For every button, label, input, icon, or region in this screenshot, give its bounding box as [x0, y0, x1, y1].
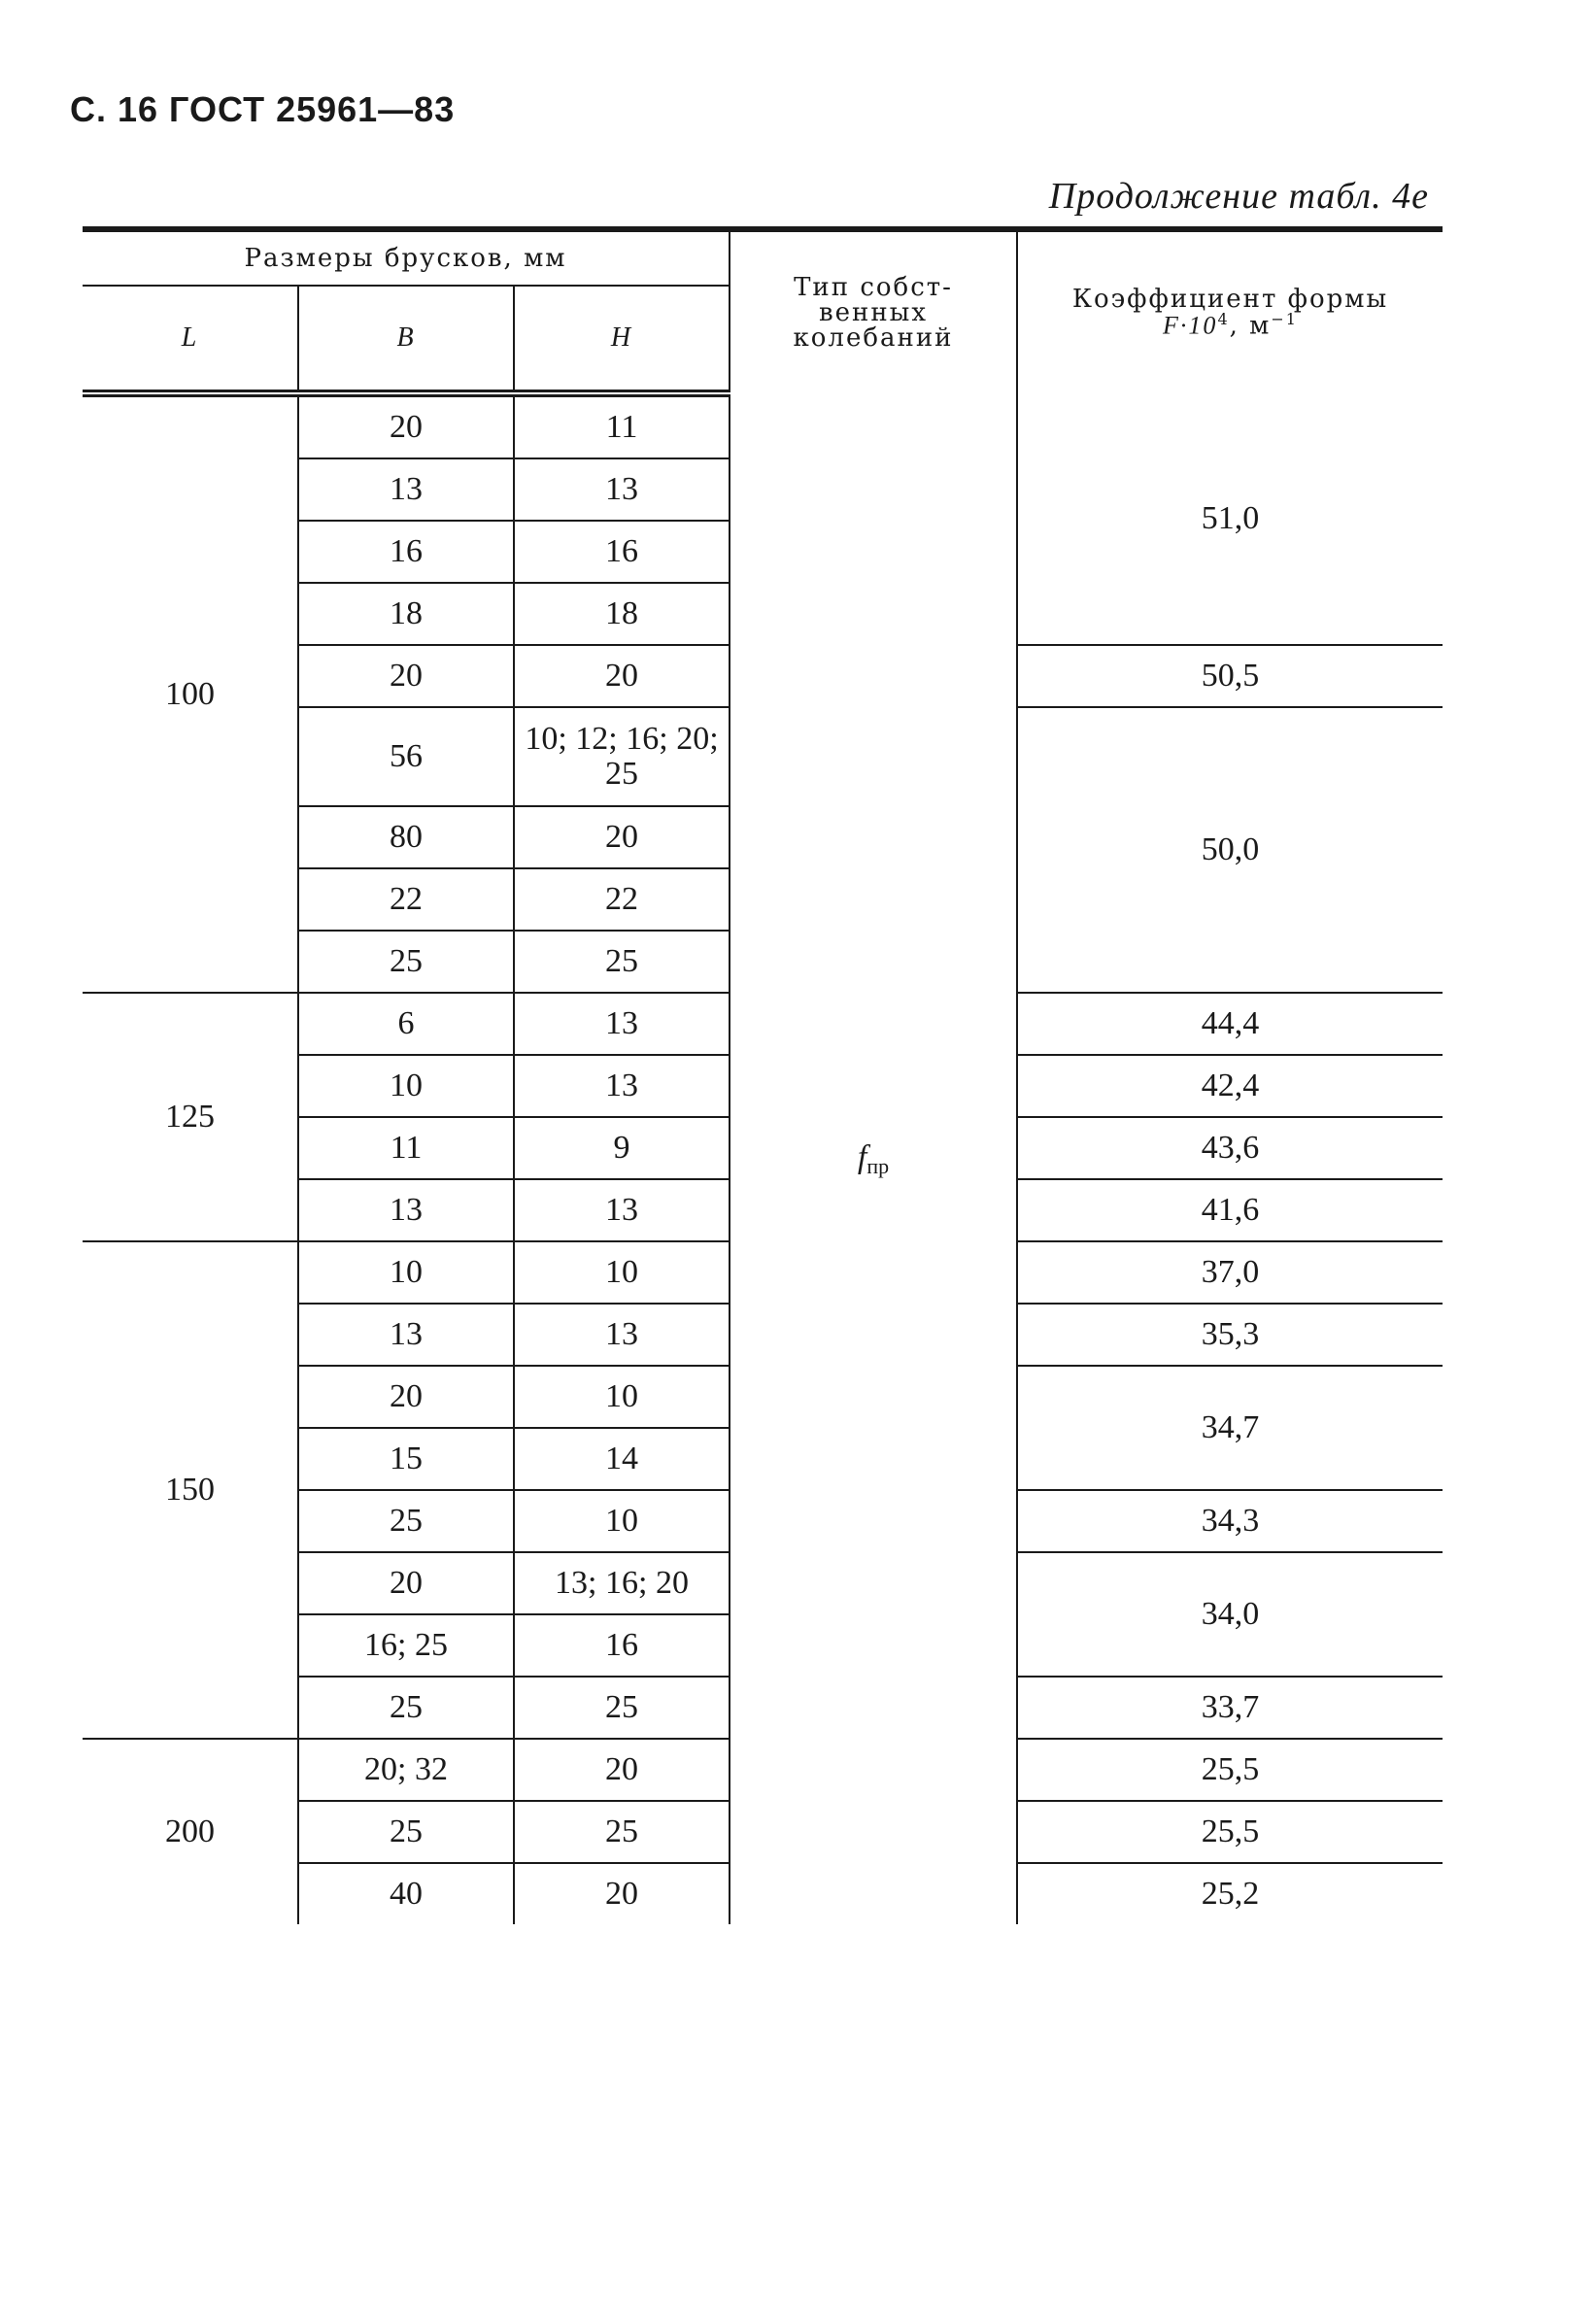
cell-b: 13 [298, 1304, 514, 1366]
cell-b: 20; 32 [298, 1739, 514, 1801]
coef-formula-unit-exponent: −1 [1271, 310, 1298, 329]
table-row [83, 393, 1443, 458]
type-header-line: венных [818, 298, 929, 327]
cell-b: 22 [298, 868, 514, 931]
vibration-type-symbol: f [857, 1138, 867, 1175]
cell-b: 20 [298, 393, 514, 458]
table-continuation-caption: Продолжение табл. 4е [1048, 176, 1429, 217]
cell-h: 20 [514, 1739, 730, 1801]
cell-b: 18 [298, 583, 514, 645]
cell-coef: 50,0 [1017, 707, 1443, 993]
cell-h: 22 [514, 868, 730, 931]
cell-b: 20 [298, 645, 514, 707]
cell-b: 20 [298, 1552, 514, 1614]
cell-h: 20 [514, 806, 730, 868]
cell-h: 20 [514, 1863, 730, 1924]
cell-coef: 33,7 [1017, 1677, 1443, 1739]
cell-b: 15 [298, 1428, 514, 1490]
cell-b: 16 [298, 521, 514, 583]
cell-h: 18 [514, 583, 730, 645]
column-header-h: H [514, 286, 730, 393]
cell-h: 25 [514, 1677, 730, 1739]
coef-formula-exponent: 4 [1217, 310, 1230, 329]
cell-h: 20 [514, 645, 730, 707]
column-header-b: B [298, 286, 514, 393]
cell-h: 16 [514, 521, 730, 583]
cell-h: 13 [514, 993, 730, 1055]
cell-h: 16 [514, 1614, 730, 1677]
cell-l: 100 [83, 393, 298, 993]
cell-h: 10 [514, 1366, 730, 1428]
cell-h: 11 [514, 393, 730, 458]
cell-h: 10 [514, 1241, 730, 1304]
coef-header-formula [1018, 312, 1443, 339]
cell-b: 56 [298, 707, 514, 806]
cell-coef: 25,5 [1017, 1739, 1443, 1801]
data-table [83, 226, 1443, 1924]
column-header-vibration-type [730, 229, 1017, 393]
vibration-type-subscript: пр [866, 1153, 890, 1178]
cell-b: 13 [298, 458, 514, 521]
cell-coef: 25,2 [1017, 1863, 1443, 1924]
cell-h: 9 [514, 1117, 730, 1179]
cell-h: 10 [514, 1490, 730, 1552]
cell-h: 13 [514, 1055, 730, 1117]
cell-coef: 35,3 [1017, 1304, 1443, 1366]
cell-coef: 41,6 [1017, 1179, 1443, 1241]
cell-b: 25 [298, 1677, 514, 1739]
type-header-line: Тип собст- [794, 273, 953, 302]
column-header-shape-coefficient [1017, 229, 1443, 393]
cell-coef: 50,5 [1017, 645, 1443, 707]
cell-vibration-type [730, 393, 1017, 1924]
page-reference: С. 16 ГОСТ 25961—83 [70, 89, 456, 129]
cell-coef: 44,4 [1017, 993, 1443, 1055]
cell-h: 25 [514, 1801, 730, 1863]
cell-b: 20 [298, 1366, 514, 1428]
cell-h: 13 [514, 1179, 730, 1241]
cell-b: 40 [298, 1863, 514, 1924]
cell-b: 16; 25 [298, 1614, 514, 1677]
cell-coef: 43,6 [1017, 1117, 1443, 1179]
cell-b: 6 [298, 993, 514, 1055]
cell-b: 25 [298, 1490, 514, 1552]
cell-h: 13 [514, 458, 730, 521]
cell-coef: 34,0 [1017, 1552, 1443, 1677]
cell-coef: 42,4 [1017, 1055, 1443, 1117]
cell-coef: 34,7 [1017, 1366, 1443, 1490]
cell-h: 13 [514, 1304, 730, 1366]
cell-l: 150 [83, 1241, 298, 1739]
cell-coef: 25,5 [1017, 1801, 1443, 1863]
coef-formula-prefix: F·10 [1163, 311, 1218, 340]
cell-b: 10 [298, 1241, 514, 1304]
cell-h: 25 [514, 931, 730, 993]
cell-b: 13 [298, 1179, 514, 1241]
cell-b: 80 [298, 806, 514, 868]
cell-b: 10 [298, 1055, 514, 1117]
cell-b: 25 [298, 1801, 514, 1863]
column-header-l: L [83, 286, 298, 393]
cell-l: 200 [165, 1813, 215, 1850]
cell-h: 14 [514, 1428, 730, 1490]
type-header-line: колебаний [793, 323, 954, 353]
coef-header-line: Коэффициент формы [1071, 285, 1389, 315]
cell-h: 13; 16; 20 [514, 1552, 730, 1614]
coef-formula-unit: , м [1229, 311, 1272, 341]
cell-b: 11 [298, 1117, 514, 1179]
cell-coef: 51,0 [1017, 393, 1443, 645]
cell-h: 10; 12; 16; 20; 25 [514, 707, 730, 806]
column-group-dimensions: Размеры брусков, мм [83, 229, 730, 286]
cell-l: 125 [83, 993, 298, 1241]
cell-b: 25 [298, 931, 514, 993]
cell-coef: 37,0 [1017, 1241, 1443, 1304]
cell-coef: 34,3 [1017, 1490, 1443, 1552]
